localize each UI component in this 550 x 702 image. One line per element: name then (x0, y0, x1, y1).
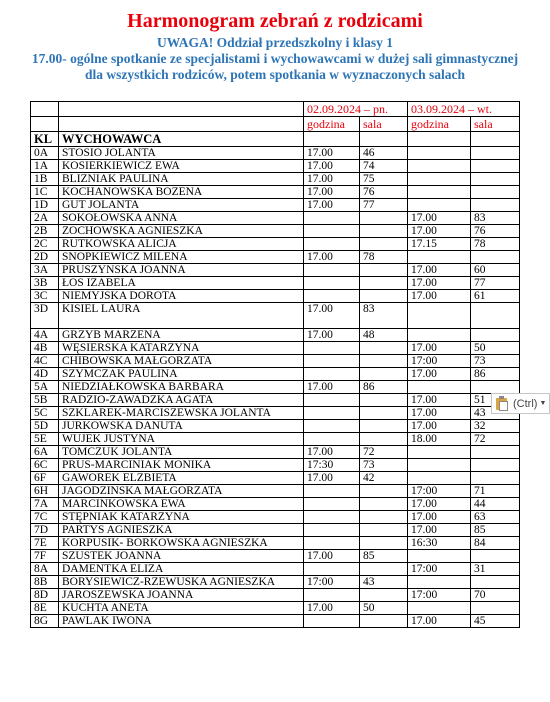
column-room-monday: sala (360, 117, 408, 132)
time-monday: 17.00 (304, 251, 360, 264)
time-tuesday (408, 381, 471, 394)
time-monday (304, 407, 360, 420)
chevron-down-icon: ▼ (539, 400, 547, 407)
room-tuesday (471, 186, 520, 199)
room-monday: 72 (360, 446, 408, 459)
table-row (31, 602, 520, 615)
time-tuesday (408, 446, 471, 459)
time-tuesday: 17.00 (408, 407, 471, 420)
time-monday (304, 615, 360, 628)
room-monday: 83 (360, 303, 408, 329)
notice-line-2: 17.00- ogólne spotkanie ze specjalistami i wychowawcami w dużej sali gimnastycznej (31, 51, 519, 66)
room-tuesday: 60 (471, 264, 520, 277)
class-code: 5A (31, 381, 59, 394)
teacher-name: WUJEK JUSTYNA (59, 433, 304, 446)
table-row (31, 420, 520, 433)
room-monday: 74 (360, 160, 408, 173)
clipboard-icon (495, 396, 509, 411)
date-header-monday: 02.09.2024 – pn. (304, 102, 408, 117)
time-monday (304, 264, 360, 277)
room-monday (360, 264, 408, 277)
time-tuesday: 17:00 (408, 485, 471, 498)
class-code: 3C (31, 290, 59, 303)
time-monday (304, 433, 360, 446)
table-row (31, 225, 520, 238)
time-tuesday: 17:00 (408, 355, 471, 368)
room-monday: 48 (360, 329, 408, 342)
class-code: 8E (31, 602, 59, 615)
class-code: 8B (31, 576, 59, 589)
room-monday: 77 (360, 199, 408, 212)
time-monday: 17.00 (304, 381, 360, 394)
class-code: 1C (31, 186, 59, 199)
table-row (31, 446, 520, 459)
room-monday (360, 355, 408, 368)
room-tuesday: 72 (471, 433, 520, 446)
teacher-name: GAWOREK ELZBIETA (59, 472, 304, 485)
time-tuesday: 17.00 (408, 420, 471, 433)
time-tuesday: 16:30 (408, 537, 471, 550)
room-monday (360, 212, 408, 225)
class-code: 1A (31, 160, 59, 173)
time-tuesday: 17.00 (408, 511, 471, 524)
time-tuesday (408, 303, 471, 329)
room-monday: 75 (360, 173, 408, 186)
table-row (31, 251, 520, 264)
page-title: Harmonogram zebrań z rodzicami (127, 10, 423, 32)
room-monday (360, 485, 408, 498)
class-code: 6C (31, 459, 59, 472)
table-row (31, 329, 520, 342)
table-row (31, 589, 520, 602)
time-monday: 17.00 (304, 446, 360, 459)
teacher-name: SZUSTEK JOANNA (59, 550, 304, 563)
header-blank-cell (304, 132, 360, 147)
time-tuesday (408, 576, 471, 589)
room-tuesday (471, 147, 520, 160)
teacher-name: NIEMYJSKA DOROTA (59, 290, 304, 303)
teacher-name: PRUS-MARCINIAK MONIKA (59, 459, 304, 472)
teacher-name: SNOPKIEWICZ MILENA (59, 251, 304, 264)
time-tuesday: 17:00 (408, 589, 471, 602)
table-header-dates (31, 102, 520, 117)
column-teacher: WYCHOWAWCA (59, 132, 304, 147)
class-code: 7C (31, 511, 59, 524)
teacher-name: NIEDZIAŁKOWSKA BARBARA (59, 381, 304, 394)
teacher-name: STĘPNIAK KATARZYNA (59, 511, 304, 524)
room-tuesday: 44 (471, 498, 520, 511)
teacher-name: TOMCZUK JOLANTA (59, 446, 304, 459)
time-monday: 17.00 (304, 602, 360, 615)
time-tuesday: 17.00 (408, 615, 471, 628)
time-monday (304, 368, 360, 381)
header-blank-cell (360, 132, 408, 147)
room-tuesday: 31 (471, 563, 520, 576)
table-row (31, 524, 520, 537)
teacher-name: KOCHANOWSKA BOZENA (59, 186, 304, 199)
room-tuesday: 63 (471, 511, 520, 524)
class-code: 8D (31, 589, 59, 602)
column-room-tuesday: sala (471, 117, 520, 132)
time-tuesday: 17.00 (408, 264, 471, 277)
teacher-name: ŁOS IZABELA (59, 277, 304, 290)
room-monday (360, 563, 408, 576)
time-monday (304, 498, 360, 511)
time-monday: 17.00 (304, 186, 360, 199)
teacher-name: PARTYS AGNIESZKA (59, 524, 304, 537)
teacher-name: JAROSZEWSKA JOANNA (59, 589, 304, 602)
class-code: 4D (31, 368, 59, 381)
room-monday: 76 (360, 186, 408, 199)
table-row (31, 407, 520, 420)
time-tuesday (408, 602, 471, 615)
time-tuesday: 17.00 (408, 277, 471, 290)
class-code: 2C (31, 238, 59, 251)
teacher-name: GRZYB MARZENA (59, 329, 304, 342)
class-code: 7A (31, 498, 59, 511)
room-monday (360, 394, 408, 407)
room-tuesday (471, 303, 520, 329)
room-tuesday (471, 446, 520, 459)
table-row (31, 212, 520, 225)
time-monday (304, 485, 360, 498)
time-monday (304, 342, 360, 355)
room-tuesday (471, 251, 520, 264)
class-code: 1B (31, 173, 59, 186)
header-blank-cell (59, 102, 304, 117)
time-monday: 17.00 (304, 550, 360, 563)
table-row (31, 264, 520, 277)
room-monday: 78 (360, 251, 408, 264)
room-tuesday: 84 (471, 537, 520, 550)
time-tuesday: 18.00 (408, 433, 471, 446)
class-code: 0A (31, 147, 59, 160)
teacher-name: BLIZNIAK PAULINA (59, 173, 304, 186)
time-monday (304, 277, 360, 290)
column-time-monday: godzina (304, 117, 360, 132)
time-tuesday (408, 472, 471, 485)
time-tuesday (408, 251, 471, 264)
room-monday (360, 420, 408, 433)
table-row (31, 498, 520, 511)
room-monday: 85 (360, 550, 408, 563)
room-tuesday: 50 (471, 342, 520, 355)
room-tuesday: 83 (471, 212, 520, 225)
class-code: 7E (31, 537, 59, 550)
room-tuesday: 86 (471, 368, 520, 381)
header-blank-cell (31, 117, 59, 132)
header-blank-cell (408, 132, 471, 147)
table-row (31, 459, 520, 472)
table-row (31, 472, 520, 485)
teacher-name: KUCHTA ANETA (59, 602, 304, 615)
table-row (31, 186, 520, 199)
table-row (31, 303, 520, 329)
room-tuesday (471, 459, 520, 472)
room-tuesday: 61 (471, 290, 520, 303)
table-row (31, 368, 520, 381)
table-row (31, 550, 520, 563)
table-row (31, 173, 520, 186)
class-code: 3A (31, 264, 59, 277)
room-tuesday (471, 199, 520, 212)
paste-options-button[interactable] (491, 393, 550, 414)
room-monday: 46 (360, 147, 408, 160)
class-code: 6A (31, 446, 59, 459)
teacher-name: BORYSIEWICZ-RZEWUSKA AGNIESZKA (59, 576, 304, 589)
table-header-columns (31, 117, 520, 132)
room-tuesday (471, 550, 520, 563)
room-monday (360, 511, 408, 524)
room-tuesday (471, 173, 520, 186)
room-tuesday: 78 (471, 238, 520, 251)
room-tuesday: 70 (471, 589, 520, 602)
time-tuesday: 17:00 (408, 563, 471, 576)
room-monday (360, 290, 408, 303)
time-tuesday: 17.00 (408, 342, 471, 355)
room-monday (360, 407, 408, 420)
room-monday (360, 277, 408, 290)
room-monday (360, 342, 408, 355)
time-monday (304, 511, 360, 524)
time-monday: 17:30 (304, 459, 360, 472)
room-monday (360, 498, 408, 511)
table-row (31, 615, 520, 628)
teacher-name: GUT JOLANTA (59, 199, 304, 212)
room-monday: 43 (360, 576, 408, 589)
room-tuesday: 45 (471, 615, 520, 628)
table-row (31, 290, 520, 303)
room-tuesday: 76 (471, 225, 520, 238)
time-tuesday: 17.00 (408, 368, 471, 381)
time-tuesday: 17.15 (408, 238, 471, 251)
header-blank-cell (31, 102, 59, 117)
class-code: 6F (31, 472, 59, 485)
time-tuesday (408, 329, 471, 342)
teacher-name: STOSIO JOLANTA (59, 147, 304, 160)
table-row (31, 147, 520, 160)
header-blank-cell (471, 132, 520, 147)
table-row (31, 433, 520, 446)
schedule-table (30, 101, 520, 628)
date-header-tuesday: 03.09.2024 – wt. (408, 102, 520, 117)
class-code: 4A (31, 329, 59, 342)
time-monday (304, 524, 360, 537)
room-tuesday (471, 329, 520, 342)
time-monday (304, 394, 360, 407)
header-blank-cell (59, 117, 304, 132)
room-monday (360, 615, 408, 628)
time-monday (304, 537, 360, 550)
time-tuesday (408, 199, 471, 212)
teacher-name: SZYMCZAK PAULINA (59, 368, 304, 381)
room-tuesday (471, 472, 520, 485)
time-tuesday (408, 147, 471, 160)
time-tuesday: 17.00 (408, 524, 471, 537)
class-code: 6H (31, 485, 59, 498)
teacher-name: KORPUSIK- BORKOWSKA AGNIESZKA (59, 537, 304, 550)
class-code: 5C (31, 407, 59, 420)
column-time-tuesday: godzina (408, 117, 471, 132)
class-code: 2B (31, 225, 59, 238)
time-monday (304, 290, 360, 303)
table-row (31, 485, 520, 498)
teacher-name: CHIBOWSKA MAŁGORZATA (59, 355, 304, 368)
table-row (31, 199, 520, 212)
time-monday: 17.00 (304, 147, 360, 160)
room-monday (360, 537, 408, 550)
time-monday (304, 225, 360, 238)
table-row (31, 381, 520, 394)
time-monday (304, 355, 360, 368)
room-tuesday: 43 (471, 407, 520, 420)
teacher-name: KOSIERKIEWICZ EWA (59, 160, 304, 173)
time-tuesday: 17.00 (408, 225, 471, 238)
room-monday: 42 (360, 472, 408, 485)
time-monday (304, 238, 360, 251)
class-code: 2A (31, 212, 59, 225)
table-row (31, 238, 520, 251)
column-class: KL (31, 132, 59, 147)
table-header-labels (31, 132, 520, 147)
time-monday (304, 420, 360, 433)
class-code: 5B (31, 394, 59, 407)
class-code: 7D (31, 524, 59, 537)
teacher-name: PRUSZYNSKA JOANNA (59, 264, 304, 277)
teacher-name: SZKLAREK-MARCISZEWSKA JOLANTA (59, 407, 304, 420)
time-tuesday (408, 186, 471, 199)
class-code: 5E (31, 433, 59, 446)
room-monday: 86 (360, 381, 408, 394)
teacher-name: KISIEL LAURA (59, 303, 304, 329)
class-code: 7F (31, 550, 59, 563)
room-tuesday (471, 160, 520, 173)
room-monday (360, 238, 408, 251)
class-code: 5D (31, 420, 59, 433)
table-row (31, 563, 520, 576)
room-tuesday: 71 (471, 485, 520, 498)
time-monday: 17.00 (304, 303, 360, 329)
teacher-name: PAWLAK IWONA (59, 615, 304, 628)
time-monday: 17.00 (304, 199, 360, 212)
time-tuesday: 17.00 (408, 498, 471, 511)
table-row (31, 355, 520, 368)
time-tuesday (408, 459, 471, 472)
table-row (31, 277, 520, 290)
teacher-name: ZOCHOWSKA AGNIESZKA (59, 225, 304, 238)
room-tuesday: 73 (471, 355, 520, 368)
time-tuesday (408, 160, 471, 173)
table-row (31, 511, 520, 524)
table-row (31, 576, 520, 589)
time-tuesday: 17.00 (408, 290, 471, 303)
room-monday (360, 524, 408, 537)
time-monday: 17:00 (304, 576, 360, 589)
time-tuesday (408, 173, 471, 186)
paste-options-label: (Ctrl) (513, 397, 538, 410)
time-monday: 17.00 (304, 173, 360, 186)
time-monday: 17.00 (304, 472, 360, 485)
time-tuesday (408, 550, 471, 563)
class-code: 8G (31, 615, 59, 628)
room-tuesday (471, 381, 520, 394)
class-code: 4B (31, 342, 59, 355)
teacher-name: RUTKOWSKA ALICJA (59, 238, 304, 251)
table-row (31, 394, 520, 407)
room-monday (360, 589, 408, 602)
time-tuesday: 17.00 (408, 212, 471, 225)
table-row (31, 537, 520, 550)
notice-line-3: dla wszystkich rodziców, potem spotkania w wyznaczonych salach (84, 67, 466, 82)
class-code: 3B (31, 277, 59, 290)
teacher-name: JAGODZINSKA MAŁGORZATA (59, 485, 304, 498)
class-code: 8A (31, 563, 59, 576)
teacher-name: JURKOWSKA DANUTA (59, 420, 304, 433)
teacher-name: RADZIO-ZAWADZKA AGATA (59, 394, 304, 407)
room-tuesday: 85 (471, 524, 520, 537)
room-tuesday (471, 602, 520, 615)
table-row (31, 160, 520, 173)
room-tuesday: 77 (471, 277, 520, 290)
class-code: 1D (31, 199, 59, 212)
class-code: 2D (31, 251, 59, 264)
teacher-name: MARCINKOWSKA EWA (59, 498, 304, 511)
time-monday (304, 212, 360, 225)
time-monday (304, 589, 360, 602)
class-code: 4C (31, 355, 59, 368)
room-monday (360, 433, 408, 446)
room-monday: 50 (360, 602, 408, 615)
teacher-name: WĘSIERSKA KATARZYNA (59, 342, 304, 355)
room-monday: 73 (360, 459, 408, 472)
class-code: 3D (31, 303, 59, 329)
teacher-name: DAMENTKA ELIZA (59, 563, 304, 576)
room-tuesday: 32 (471, 420, 520, 433)
time-tuesday: 17.00 (408, 394, 471, 407)
room-monday (360, 368, 408, 381)
time-monday: 17.00 (304, 329, 360, 342)
room-tuesday (471, 576, 520, 589)
teacher-name: SOKOŁOWSKA ANNA (59, 212, 304, 225)
time-monday: 17.00 (304, 160, 360, 173)
room-tuesday: 51 (471, 394, 520, 407)
notice-line-1: UWAGA! Oddział przedszkolny i klasy 1 (157, 35, 393, 50)
room-monday (360, 225, 408, 238)
time-monday (304, 563, 360, 576)
table-row (31, 342, 520, 355)
